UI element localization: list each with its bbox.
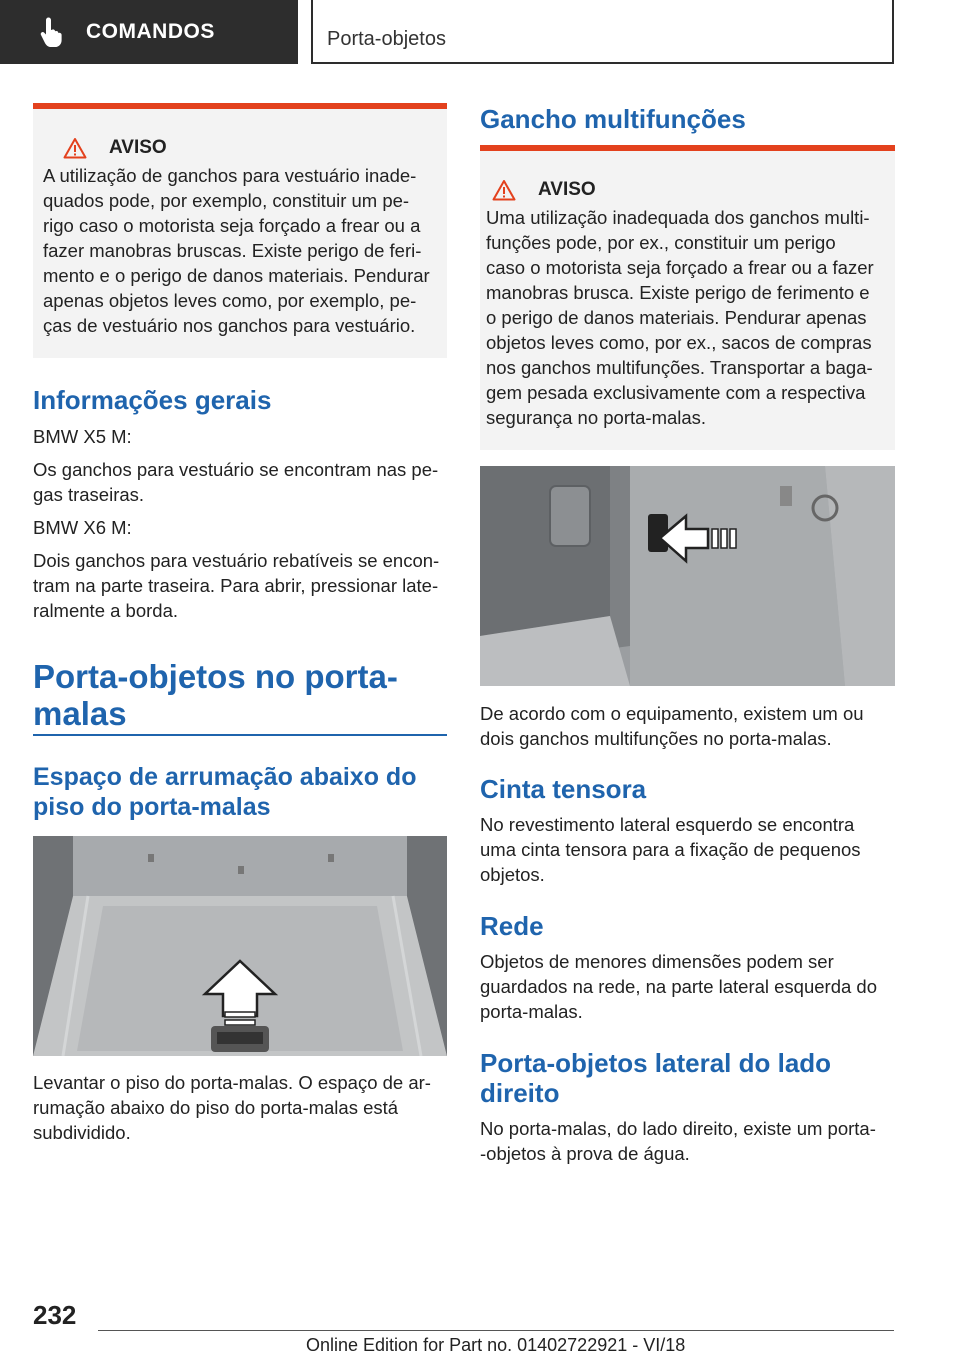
- hand-pointer-icon: [38, 17, 64, 47]
- text-line: fazer manobras bruscas. Existe perigo de feri-: [43, 240, 422, 261]
- trunk-floor-photo: [33, 836, 447, 1056]
- text-line: Objetos de menores dimensões podem ser: [480, 951, 834, 972]
- text-line: ças de vestuário nos ganchos para vestuário.: [43, 315, 416, 336]
- text-line: apenas objetos leves como, por exemplo, pe-: [43, 290, 417, 311]
- text-line: Dois ganchos para vestuário rebatíveis se encon-: [33, 550, 440, 571]
- text-line: rumação abaixo do piso do porta-malas está: [33, 1097, 399, 1118]
- storage-heading: [33, 762, 416, 822]
- heading-line: Porta-objetos lateral do lado: [480, 1048, 832, 1078]
- multifunction-hook-photo: [480, 466, 895, 686]
- warning-box-coat-hooks: [33, 103, 447, 358]
- page-number: 232: [33, 1300, 77, 1330]
- warning-triangle-icon: [63, 137, 87, 159]
- text-line: Levantar o piso do porta-malas. O espaço de ar-: [33, 1072, 431, 1093]
- text-line: segurança no porta-malas.: [486, 407, 707, 428]
- text-line: objetos.: [480, 864, 545, 885]
- side-heading: [480, 1048, 831, 1108]
- main-heading: [33, 658, 398, 732]
- text-line: caso o motorista seja forçado a frear ou a fazer: [486, 257, 874, 278]
- heading-line: malas: [33, 695, 127, 732]
- warning-title: AVISO: [538, 179, 596, 200]
- heading-line: Espaço de arrumação abaixo do: [33, 763, 417, 791]
- heading-net: Rede: [480, 911, 544, 941]
- text-line: dois ganchos multifunções no porta-malas.: [480, 728, 832, 749]
- text-line: uma cinta tensora para a fixação de pequenos: [480, 839, 861, 860]
- page-topic: Porta-objetos: [327, 28, 446, 50]
- text-line: -objetos à prova de água.: [480, 1143, 690, 1164]
- heading-general-info: Informações gerais: [33, 385, 272, 415]
- heading-rule: [33, 734, 447, 736]
- heading-line: Porta-objetos no porta-: [33, 658, 398, 695]
- warning-triangle-icon: [492, 179, 516, 201]
- heading-line: direito: [480, 1078, 560, 1108]
- heading-tension-strap: Cinta tensora: [480, 774, 647, 804]
- header-topic-box: [311, 0, 894, 64]
- text-line: Uma utilização inadequada dos ganchos multi-: [486, 207, 870, 228]
- text-line: tram na parte traseira. Para abrir, pressionar late-: [33, 575, 439, 596]
- warning-box-multifunction-hooks: [480, 145, 895, 450]
- text-line: mento e o perigo de danos materiais. Pendurar: [43, 265, 430, 286]
- text-line: o perigo de danos materiais. Pendurar apenas: [486, 307, 867, 328]
- edition-text: Online Edition for Part no. 01402722921 - VI/18: [306, 1335, 686, 1355]
- text-line: guardados na rede, na parte lateral esquerda do: [480, 976, 878, 997]
- text-line: Os ganchos para vestuário se encontram nas pe-: [33, 459, 439, 480]
- text-line: No revestimento lateral esquerdo se encontra: [480, 814, 855, 835]
- text-line: ralmente a borda.: [33, 600, 179, 621]
- text-line: funções pode, por ex., constituir um perigo: [486, 232, 836, 253]
- text-line: De acordo com o equipamento, existem um ou: [480, 703, 864, 724]
- text-line: subdividido.: [33, 1122, 131, 1143]
- text-line: quados pode, por exemplo, constituir um pe-: [43, 190, 410, 211]
- text-line: rigo caso o motorista seja forçado a frear ou a: [43, 215, 421, 236]
- text-line: objetos leves como, por ex., sacos de compras: [486, 332, 872, 353]
- heading-line: piso do porta-malas: [33, 793, 271, 821]
- text-line: gem pesada exclusivamente com a respectiva: [486, 382, 866, 403]
- text-line: gas traseiras.: [33, 484, 145, 505]
- warning-title: AVISO: [109, 137, 167, 158]
- header-section-tab: [0, 0, 298, 64]
- model-label-x5: BMW X5 M:: [33, 426, 132, 447]
- text-line: manobras brusca. Existe perigo de ferimento e: [486, 282, 870, 303]
- text-line: nos ganchos multifunções. Transportar a baga-: [486, 357, 873, 378]
- model-label-x6: BMW X6 M:: [33, 517, 132, 538]
- heading-multifunction-hook: Gancho multifunções: [480, 104, 746, 134]
- text-line: A utilização de ganchos para vestuário inade-: [43, 165, 417, 186]
- text-line: No porta-malas, do lado direito, existe um porta-: [480, 1118, 876, 1139]
- text-line: porta-malas.: [480, 1001, 583, 1022]
- section-title: COMANDOS: [86, 20, 215, 43]
- footer-rule: [98, 1330, 894, 1331]
